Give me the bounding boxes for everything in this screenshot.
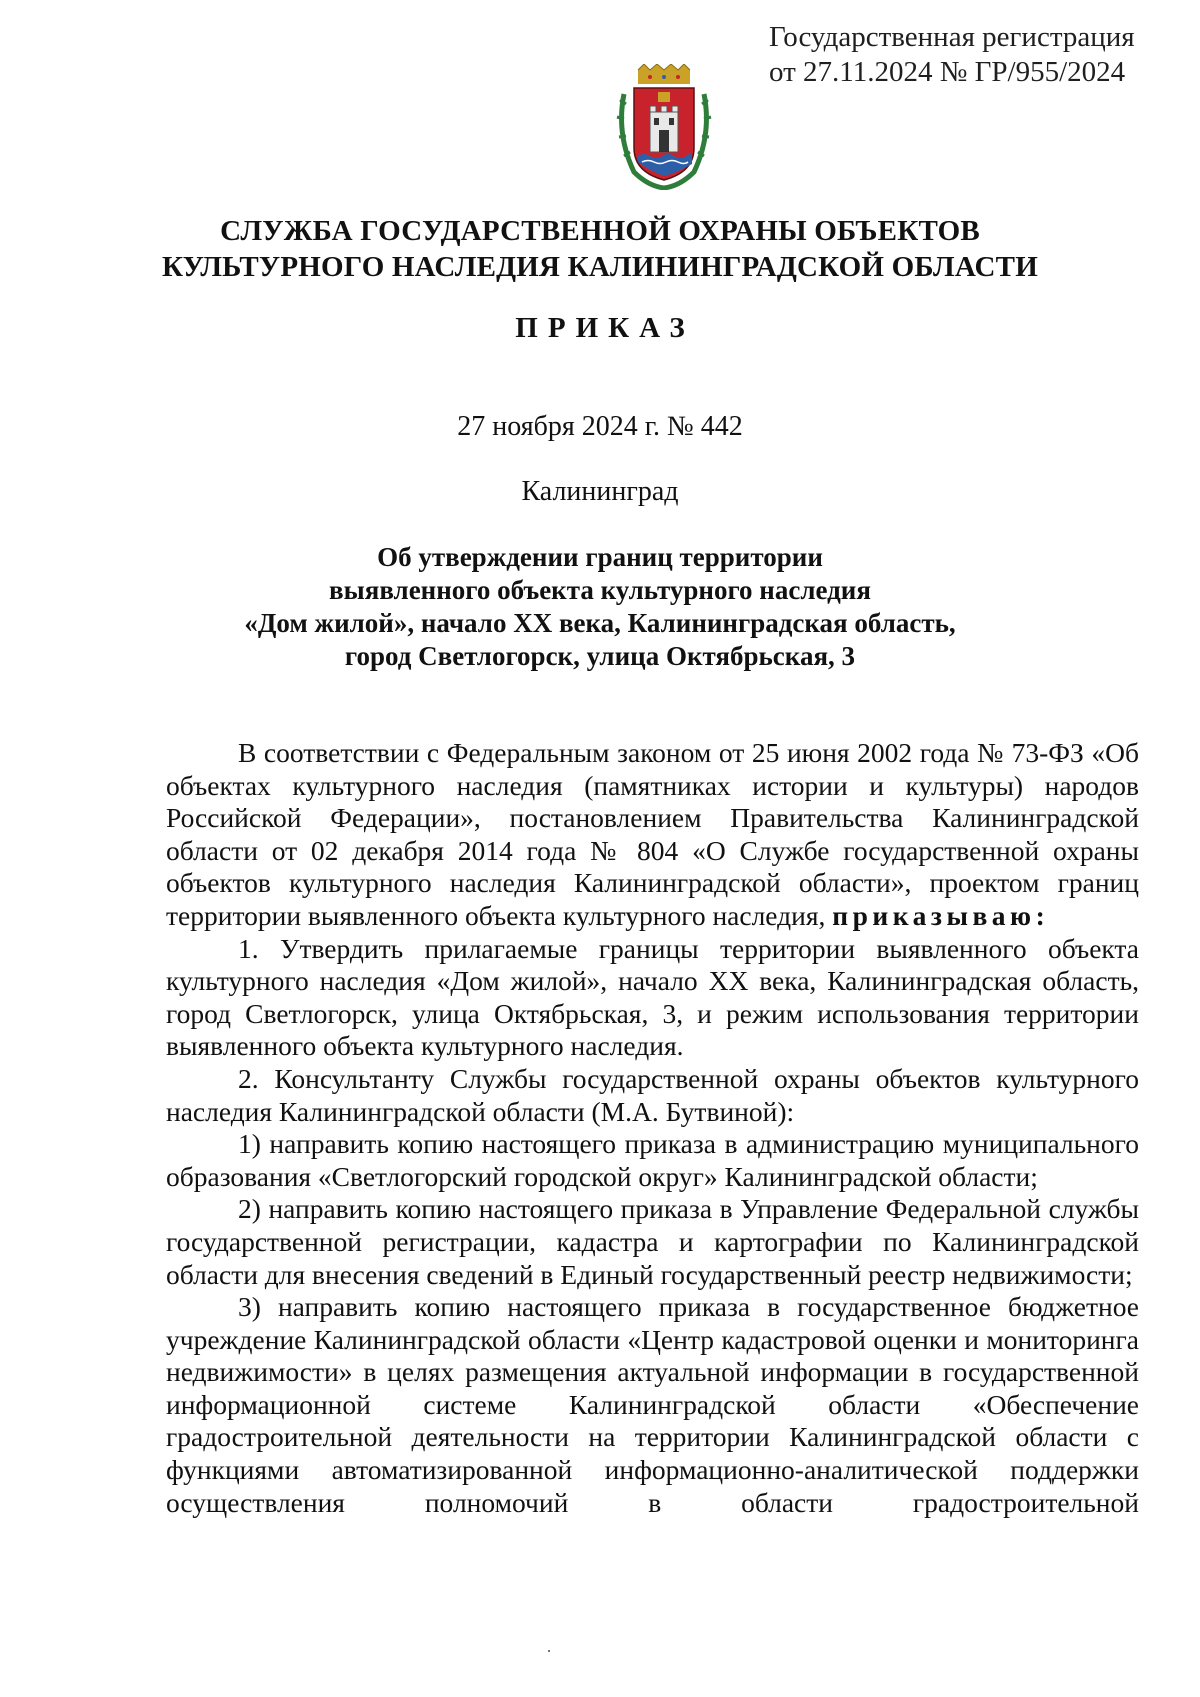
preamble-text: В соответствии с Федеральным законом от 25 июня 2002 года № 73-ФЗ «Об объектах культурного наследия (памятниках истории и культуры) народов Российской Федерации», постановлением Правительства Калининградской области от 02 декабря 2014 года № 804 «О Службе государственной охраны объектов культурного наследия Калининградской области», проектом границ территории выявленного объекта культурного наследия, — [166, 737, 1139, 931]
registration-stamp — [769, 20, 1169, 90]
scan-speck — [548, 1650, 550, 1652]
registration-line-2: от 27.11.2024 № ГР/955/2024 — [769, 56, 1126, 88]
order-city: Калининград — [521, 476, 679, 507]
organization-name-line-2: КУЛЬТУРНОГО НАСЛЕДИЯ КАЛИНИНГРАДСКОЙ ОБЛАСТИ — [162, 251, 1038, 283]
item-2-paragraph: 2. Консультанту Службы государственной охраны объектов культурного наследия Калининградской области (М.А. Бутвиной): — [166, 1062, 1139, 1127]
organization-name — [100, 213, 1100, 285]
registration-line-1: Государственная регистрация — [769, 21, 1135, 53]
order-subject — [100, 541, 1100, 673]
subitem-2-paragraph: 2) направить копию настоящего приказа в Управление Федеральной службы государственной регистрации, кадастра и картографии по Калининградской области для внесения сведений в Единый государственный реестр недвижимости; — [166, 1193, 1139, 1290]
item-1-paragraph: 1. Утвердить прилагаемые границы территории выявленного объекта культурного наследия «Дом жилой», начало XX века, Калининградская область, город Светлогорск, улица Октябрьская, 3, и режим использования территории выявленного объекта культурного наследия. — [166, 932, 1139, 1062]
subject-line-2: выявленного объекта культурного наследия — [329, 575, 871, 605]
subitem-1-paragraph: 1) направить копию настоящего приказа в администрацию муниципального образования «Светлогорский городской округ» Калининградской области; — [166, 1128, 1139, 1192]
subject-line-4: город Светлогорск, улица Октябрьская, 3 — [344, 641, 856, 671]
subitem-3-paragraph: 3) направить копию настоящего приказа в государственное бюджетное учреждение Калининградской области «Центр кадастровой оценки и мониторинга недвижимости» в целях размещения актуальной информации в государственной информационной системе Калининградской области «Обеспечение градостроительной деятельности на территории Калининградской области с функциями автоматизированной информационно-аналитической поддержки осуществления полномочий в области градостроительной — [166, 1291, 1139, 1518]
document-type: ПРИКАЗ — [515, 312, 695, 344]
subject-line-1: Об утверждении границ территории — [377, 542, 823, 572]
order-word: приказываю: — [832, 899, 1050, 931]
subject-line-3: «Дом жилой», начало XX века, Калининградская область, — [244, 608, 956, 638]
order-date-number: 27 ноября 2024 г. № 442 — [457, 411, 743, 442]
order-body — [166, 737, 1139, 1519]
organization-name-line-1: СЛУЖБА ГОСУДАРСТВЕННОЙ ОХРАНЫ ОБЪЕКТОВ — [220, 215, 980, 247]
preamble-paragraph — [166, 737, 1139, 933]
coat-of-arms-icon — [614, 64, 714, 190]
